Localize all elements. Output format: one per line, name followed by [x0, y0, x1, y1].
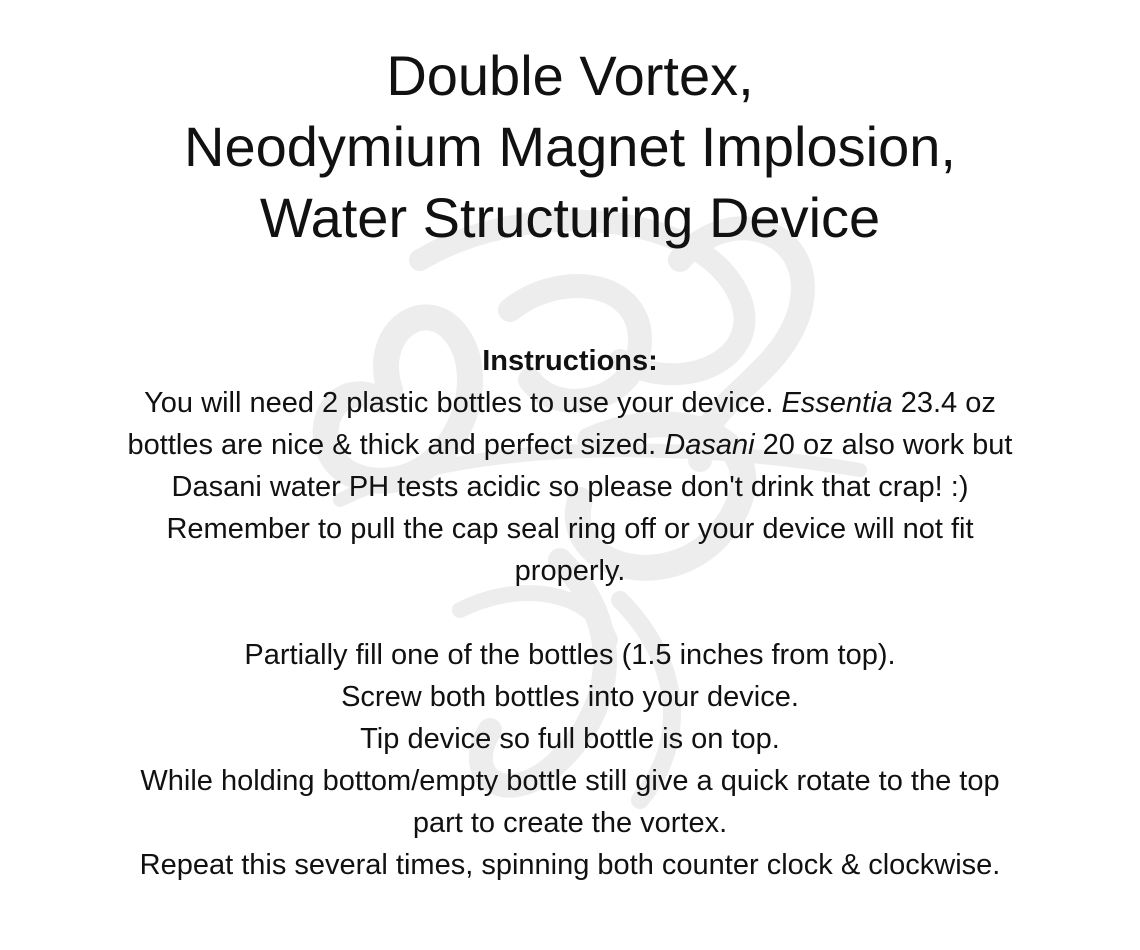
paragraph-gap	[0, 592, 1140, 634]
steps-paragraph	[0, 634, 1140, 886]
step-line: Screw both bottles into your device.	[341, 681, 799, 713]
paragraph-line: Dasani water PH tests acidic so please don't drink that crap! :)	[171, 471, 969, 503]
text-span: 23.4 oz	[892, 387, 996, 419]
paragraph-line: properly.	[514, 555, 626, 587]
step-line: Partially fill one of the bottles (1.5 inches from top).	[244, 639, 896, 671]
paragraph-line: Remember to pull the cap seal ring off or your device will not fit	[166, 513, 974, 545]
step-line: While holding bottom/empty bottle still give a quick rotate to the top	[140, 765, 1000, 797]
step-line: Tip device so full bottle is on top.	[360, 723, 780, 755]
instructions-heading: Instructions:	[482, 345, 658, 377]
brand-name-dasani: Dasani	[664, 429, 755, 461]
title-line-3: Water Structuring Device	[259, 186, 881, 249]
paragraph-line	[0, 424, 1140, 466]
title-line-1: Double Vortex,	[386, 44, 754, 107]
bottle-requirements-paragraph	[0, 382, 1140, 592]
paragraph-line	[0, 382, 1140, 424]
text-span: bottles are nice & thick and perfect sized.	[127, 429, 665, 461]
step-line: Repeat this several times, spinning both counter clock & clockwise.	[139, 849, 1001, 881]
title-line-2: Neodymium Magnet Implosion,	[184, 115, 956, 178]
text-span: 20 oz also work but	[754, 429, 1013, 461]
text-span: You will need 2 plastic bottles to use your device.	[144, 387, 782, 419]
page-title	[0, 0, 1140, 253]
brand-name-essentia: Essentia	[781, 387, 893, 419]
step-line: part to create the vortex.	[412, 807, 728, 839]
